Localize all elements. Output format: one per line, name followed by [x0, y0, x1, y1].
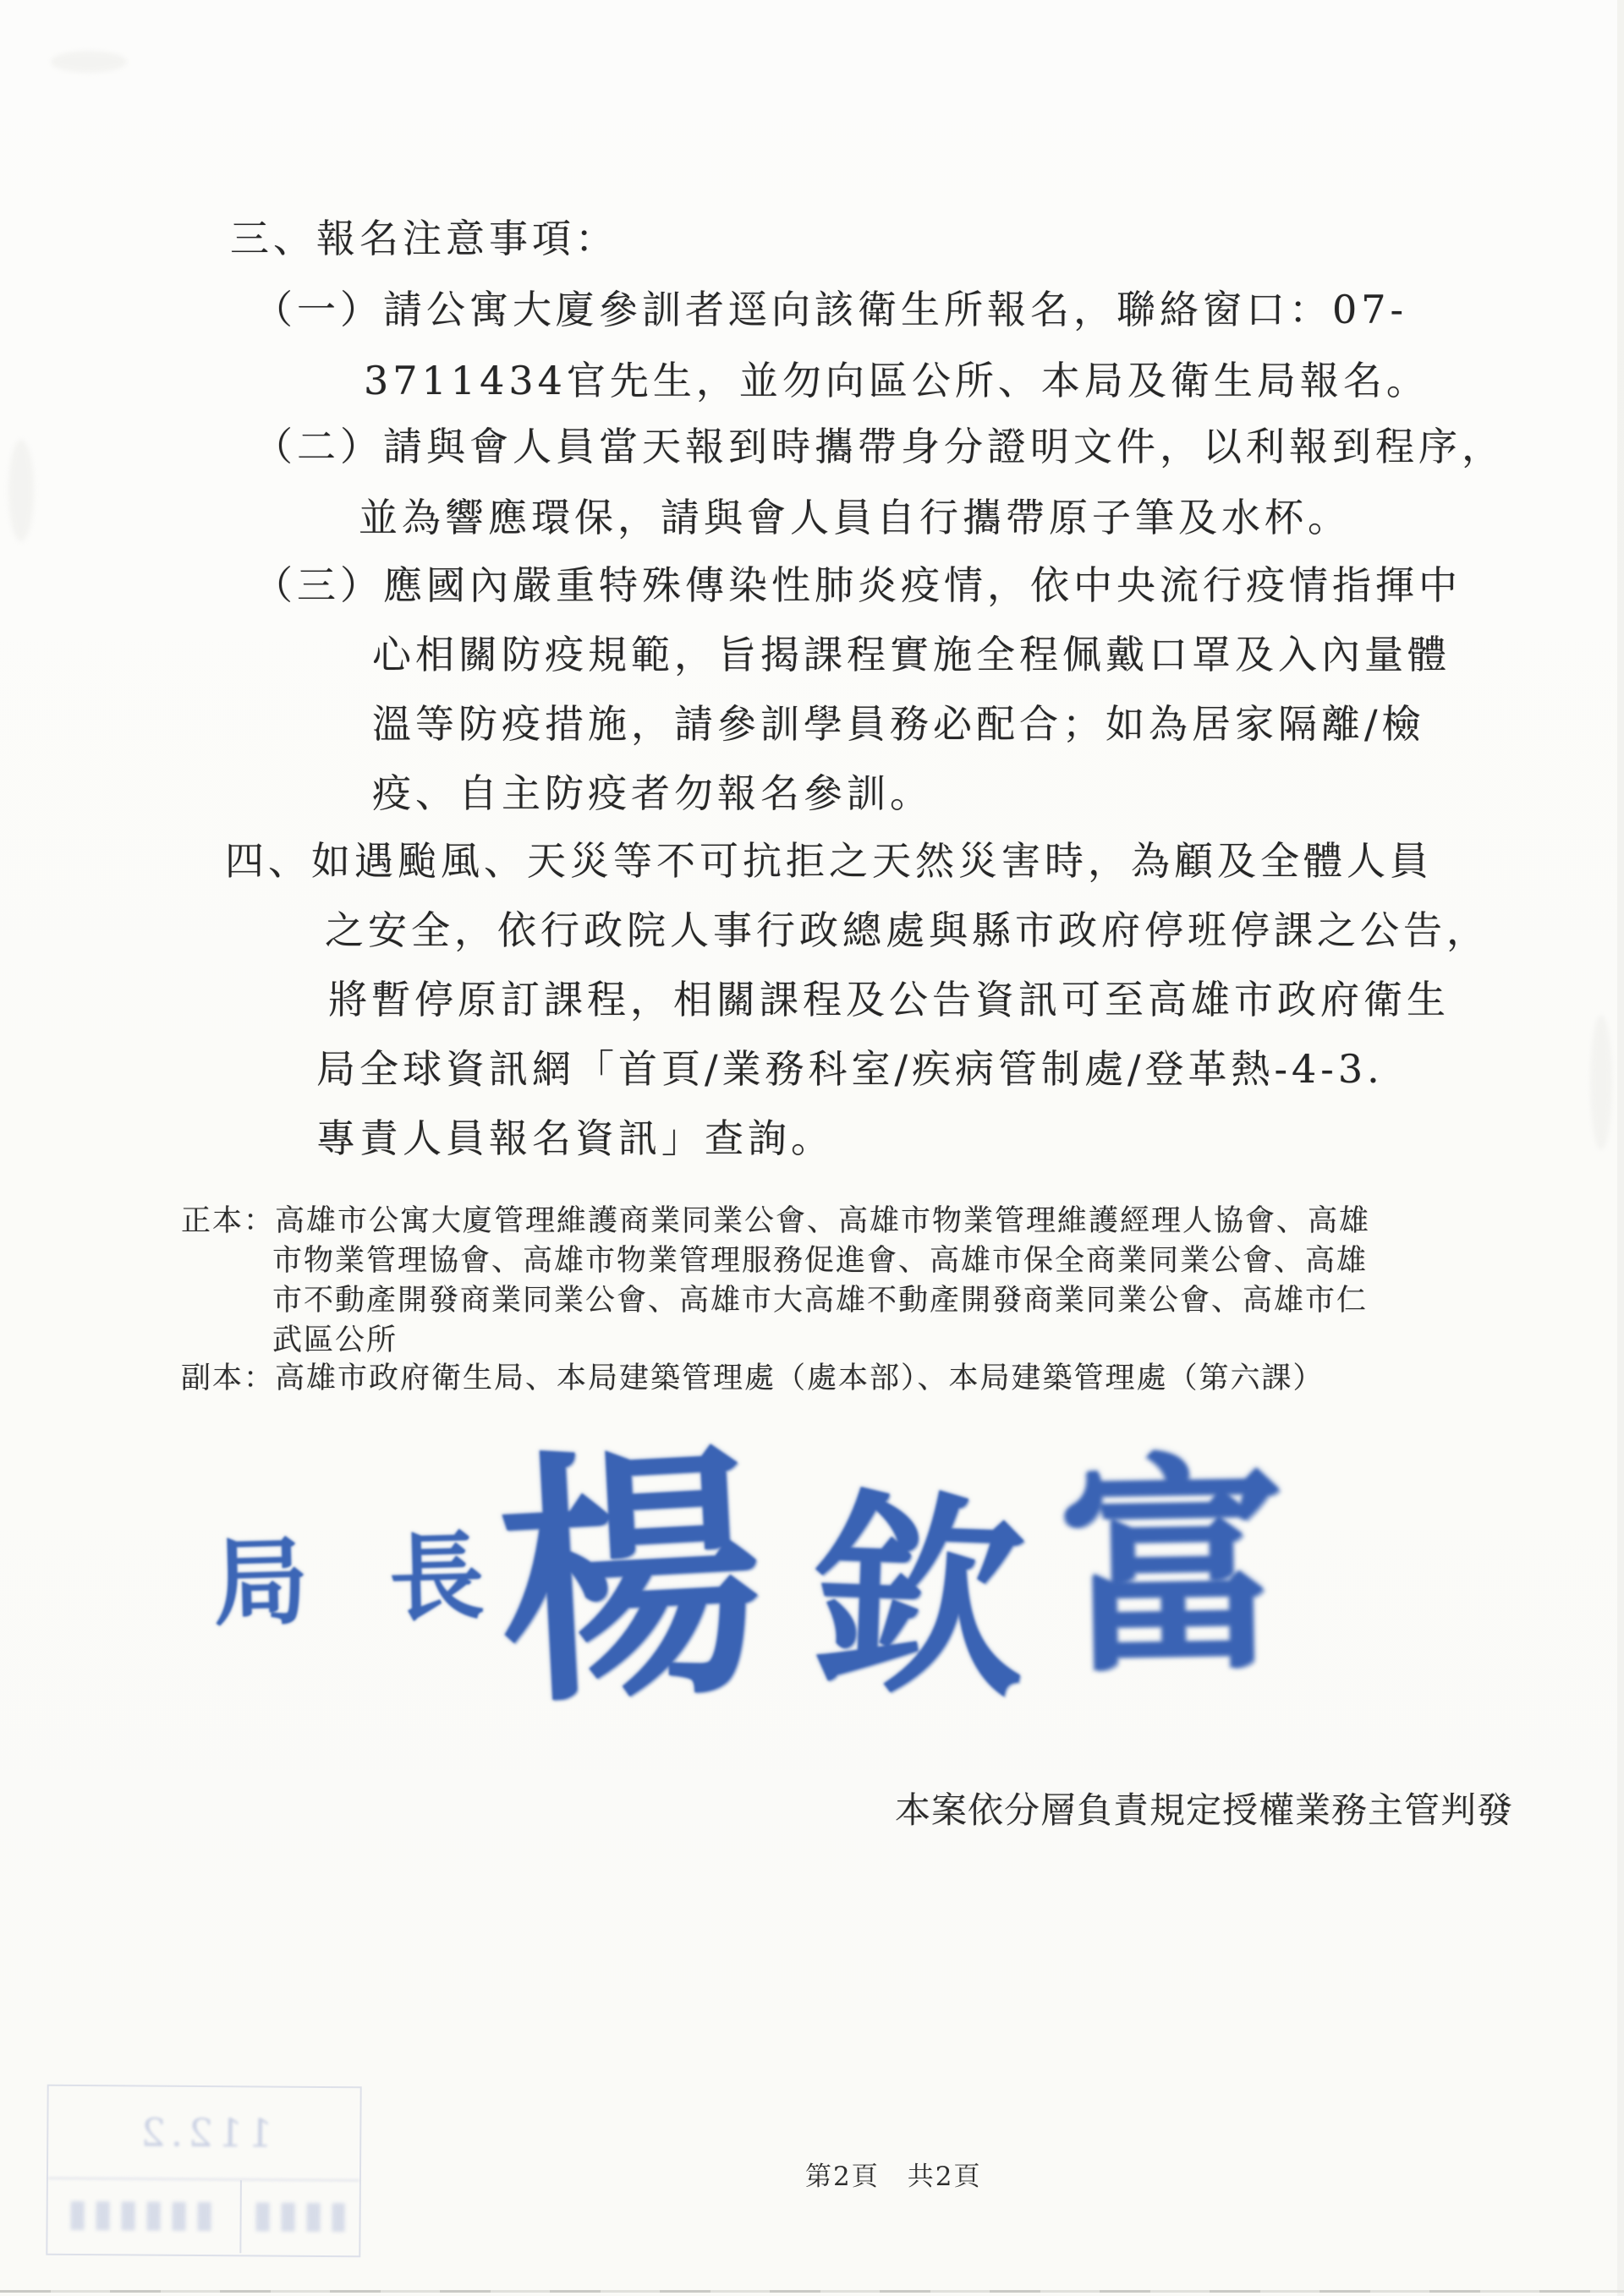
- section-four-line-5: 專責人員報名資訊」查詢。: [316, 1115, 834, 1161]
- signature-name-char-2: 欽: [807, 1468, 1029, 1727]
- signature-name-char-3: 富: [1056, 1433, 1289, 1704]
- original-recipients-line-2: 市物業管理協會、高雄市物業管理服務促進會、高雄市保全商業同業公會、高雄: [272, 1244, 1369, 1278]
- bleed-through-stamp-lower: [47, 2179, 359, 2255]
- bleed-through-stamp: [46, 2085, 361, 2258]
- page-number-footer: 第2頁 共2頁: [805, 2162, 982, 2192]
- note-item-3-line-4: 疫、自主防疫者勿報名參訓。: [372, 770, 933, 816]
- section-three-heading: 三、報名注意事項：: [230, 216, 618, 261]
- copy-recipients-line: 副本：高雄市政府衛生局、本局建築管理處（處本部）、本局建築管理處（第六課）: [181, 1362, 1325, 1395]
- section-four-line-1: 四、如遇颱風、天災等不可抗拒之天然災害時，為顧及全體人員: [225, 838, 1433, 884]
- section-four-line-4: 局全球資訊網「首頁/業務科室/疾病管制處/登革熱-4-3.: [316, 1046, 1384, 1092]
- signature-title: 局長: [211, 1519, 567, 1640]
- note-item-1-line-1: （一）請公寓大廈參訓者逕向該衛生所報名，聯絡窗口：07-: [254, 287, 1408, 332]
- scan-edge-artifact: [1617, 0, 1624, 2296]
- scan-smudge: [8, 440, 34, 541]
- bleed-through-stamp-date: 112.2: [48, 2086, 360, 2182]
- signature-name-char-1: 楊: [490, 1417, 771, 1740]
- note-item-1-line-2: 3711434官先生，並勿向區公所、本局及衛生局報名。: [364, 358, 1429, 403]
- bleed-through-stamp-cell-left: [47, 2179, 242, 2254]
- note-item-3-line-3: 溫等防疫措施，請參訓學員務必配合；如為居家隔離/檢: [372, 701, 1425, 747]
- bleed-through-illegible-text: [71, 2201, 217, 2231]
- note-item-3-line-1: （三）應國內嚴重特殊傳染性肺炎疫情，依中央流行疫情指揮中: [254, 562, 1462, 608]
- scan-smudge: [1590, 1015, 1612, 1150]
- section-four-line-2: 之安全，依行政院人事行政總處與縣市政府停班停課之公告，: [325, 907, 1490, 953]
- authorization-note: 本案依分層負責規定授權業務主管判發: [895, 1789, 1514, 1831]
- scan-bottom-line-artifact: [0, 2290, 1624, 2293]
- note-item-2-line-1: （二）請與會人員當天報到時攜帶身分證明文件，以利報到程序，: [254, 424, 1505, 469]
- original-recipients-line-1: 正本：高雄市公寓大廈管理維護商業同業公會、高雄市物業管理維護經理人協會、高雄: [181, 1204, 1371, 1238]
- bleed-through-illegible-text: [255, 2202, 345, 2232]
- note-item-2-line-2: 並為響應環保，請與會人員自行攜帶原子筆及水杯。: [359, 495, 1351, 540]
- note-item-3-line-2: 心相關防疫規範，旨揭課程實施全程佩戴口罩及入內量體: [372, 632, 1451, 677]
- bleed-through-stamp-cell-right: [241, 2180, 359, 2254]
- section-four-line-3: 將暫停原訂課程，相關課程及公告資訊可至高雄市政府衛生: [328, 977, 1450, 1022]
- scan-smudge: [51, 51, 127, 73]
- original-recipients-line-3: 市不動產開發商業同業公會、高雄市大高雄不動產開發商業同業公會、高雄市仁: [272, 1284, 1369, 1318]
- original-recipients-line-4: 武區公所: [272, 1323, 398, 1357]
